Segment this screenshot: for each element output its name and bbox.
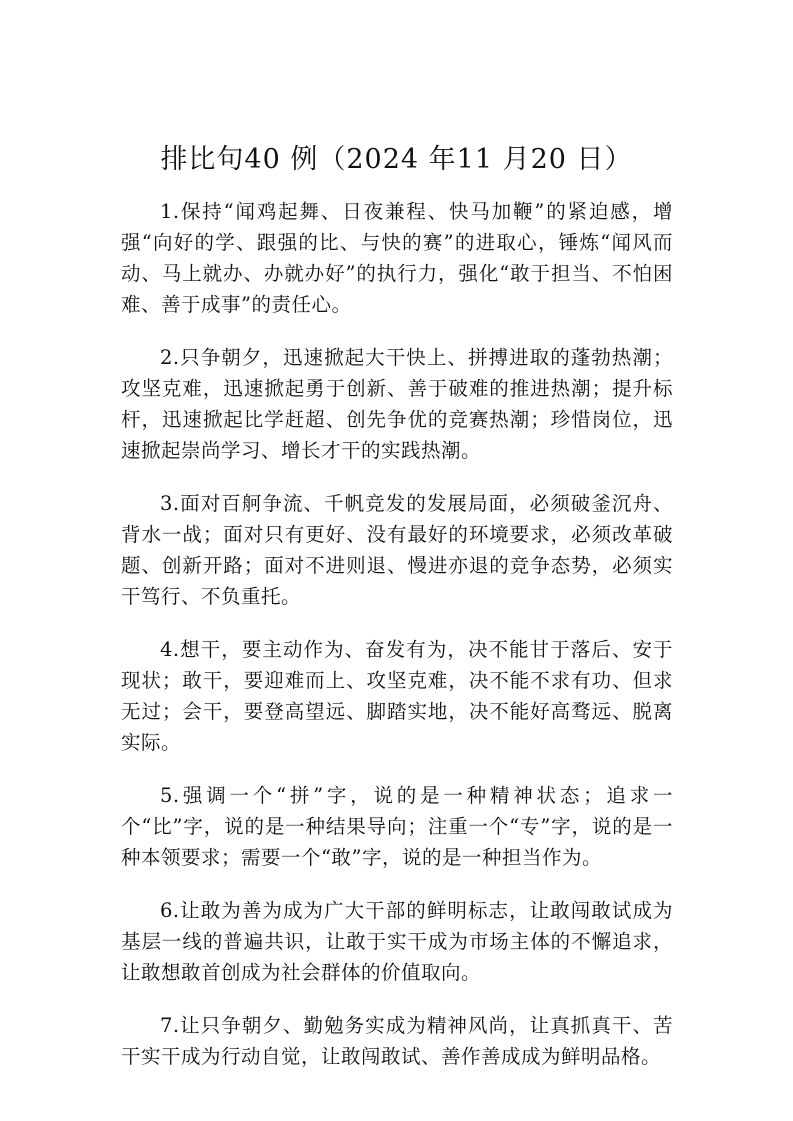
page-title: 排比句40 例（2024 年11 月20 日） — [160, 144, 633, 175]
paragraph-3: 3.面对百舸争流、千帆竞发的发展局面，必须破釜沉舟、背水一战；面对只有更好、没有最好的环境要求，必须改革破题、创新开路；面对不进则退、慢进亦退的竞争态势，必须实干笃行、不负重托。 — [121, 492, 673, 608]
paragraph-2: 2.只争朝夕，迅速掀起大干快上、拼搏进取的蓬勃热潮；攻坚克难，迅速掀起勇于创新、善于破难的推进热潮；提升标杆，迅速掀起比学赶超、创先争优的竞赛热潮；珍惜岗位，迅速掀起崇尚学习、增长才干的实践热潮。 — [121, 346, 673, 462]
paragraph-5: 5.强调一个“拼”字，说的是一种精神状态；追求一个“比”字，说的是一种结果导向；注重一个“专”字，说的是一种本领要求；需要一个“敢”字，说的是一种担当作为。 — [121, 784, 673, 869]
paragraph-7: 7.让只争朝夕、勤勉务实成为精神风尚，让真抓真干、苦干实干成为行动自觉，让敢闯敢试、善作善成成为鲜明品格。 — [121, 1014, 673, 1068]
paragraph-6: 6.让敢为善为成为广大干部的鲜明标志，让敢闯敢试成为基层一线的普遍共识，让敢于实干成为市场主体的不懈追求，让敢想敢首创成为社会群体的价值取向。 — [121, 899, 673, 984]
document-body — [121, 196, 673, 1094]
paragraph-1: 1.保持“闻鸡起舞、日夜兼程、快马加鞭”的紧迫感，增强“向好的学、跟强的比、与快的赛”的进取心，锤炼“闻风而动、马上就办、办就办好”的执行力，强化“敢于担当、不怕困难、善于成事”的责任心。 — [121, 200, 673, 316]
paragraph-4: 4.想干，要主动作为、奋发有为，决不能甘于落后、安于现状；敢干，要迎难而上、攻坚克难，决不能不求有功、但求无过；会干，要登高望远、脚踏实地，决不能好高骛远、脱离实际。 — [121, 638, 673, 754]
